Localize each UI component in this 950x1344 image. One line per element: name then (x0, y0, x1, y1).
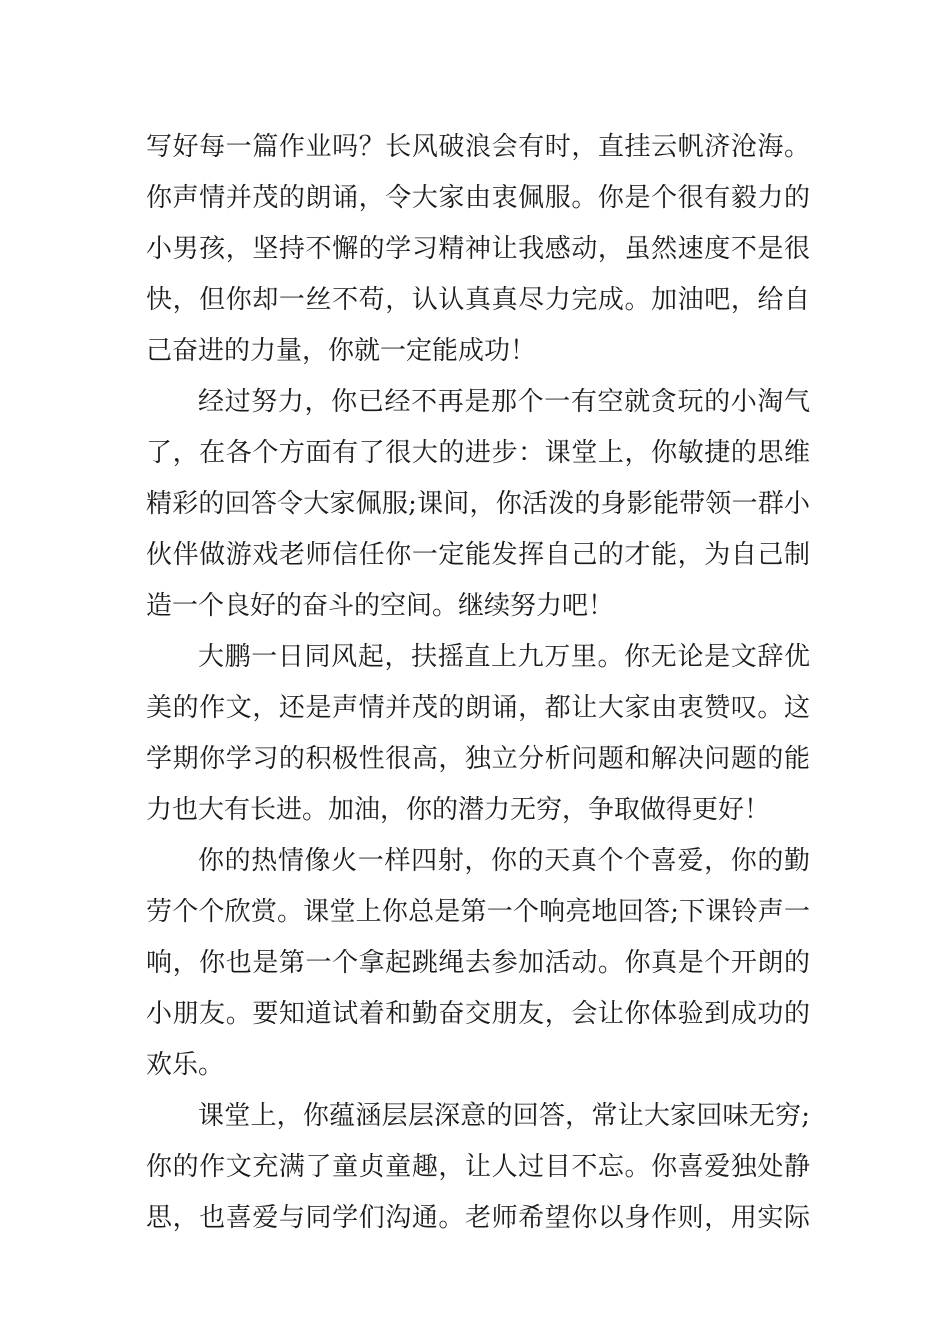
text-line: 精彩的回答令大家佩服;课间，你活泼的身影能带领一群小 (146, 489, 810, 519)
paragraph-2 (146, 377, 810, 632)
document-body (146, 122, 810, 1244)
text-line: 经过努力，你已经不再是那个一有空就贪玩的小淘气 (198, 387, 810, 417)
text-line: 快，但你却一丝不苟，认认真真尽力完成。加油吧，给自 (146, 285, 810, 315)
text-line: 小朋友。要知道试着和勤奋交朋友，会让你体验到成功的 (146, 999, 810, 1029)
text-line: 己奋进的力量，你就一定能成功！ (146, 336, 537, 366)
text-line: 你的热情像火一样四射，你的天真个个喜爱，你的勤 (198, 846, 810, 876)
text-line: 你的作文充满了童贞童趣，让人过目不忘。你喜爱独处静 (146, 1152, 810, 1182)
text-line: 思，也喜爱与同学们沟通。老师希望你以身作则，用实际 (146, 1203, 810, 1233)
text-line: 小男孩，坚持不懈的学习精神让我感动，虽然速度不是很 (146, 234, 810, 264)
text-line: 美的作文，还是声情并茂的朗诵，都让大家由衷赞叹。这 (146, 693, 810, 723)
text-line: 伙伴做游戏老师信任你一定能发挥自己的才能，为自己制 (146, 540, 810, 570)
text-line: 了，在各个方面有了很大的进步：课堂上，你敏捷的思维 (146, 438, 810, 468)
text-line: 大鹏一日同风起，扶摇直上九万里。你无论是文辞优 (198, 642, 810, 672)
text-line: 造一个良好的奋斗的空间。继续努力吧！ (146, 591, 615, 621)
text-line: 劳个个欣赏。课堂上你总是第一个响亮地回答;下课铃声一 (146, 897, 810, 927)
text-line: 课堂上，你蕴涵层层深意的回答，常让大家回味无穷; (198, 1101, 810, 1131)
text-line: 响，你也是第一个拿起跳绳去参加活动。你真是个开朗的 (146, 948, 810, 978)
text-line: 力也大有长进。加油，你的潜力无穷，争取做得更好！ (146, 795, 771, 825)
text-line: 写好每一篇作业吗？长风破浪会有时，直挂云帆济沧海。 (146, 132, 810, 162)
paragraph-3 (146, 632, 810, 836)
paragraph-5 (146, 1091, 810, 1244)
text-line: 你声情并茂的朗诵，令大家由衷佩服。你是个很有毅力的 (146, 183, 810, 213)
paragraph-4 (146, 836, 810, 1091)
paragraph-1 (146, 122, 810, 377)
text-line: 欢乐。 (146, 1050, 225, 1080)
text-line: 学期你学习的积极性很高，独立分析问题和解决问题的能 (146, 744, 810, 774)
